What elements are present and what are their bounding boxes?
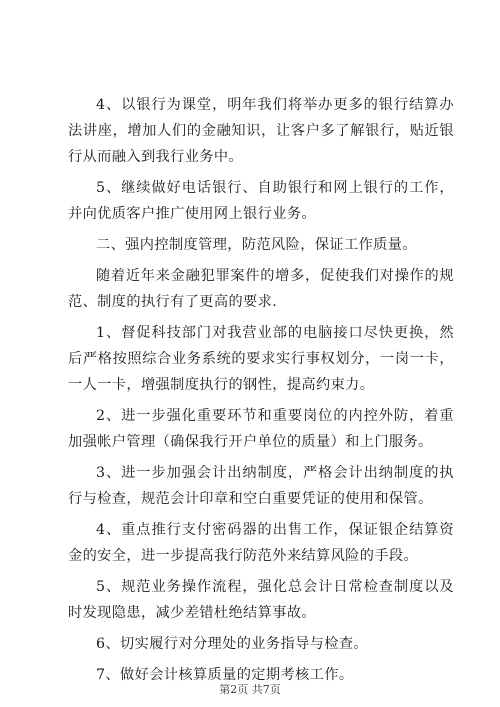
paragraph-8: 5、规范业务操作流程，强化总会计日常检查制度以及时发现隐患，减少差错杜绝结算事故。 <box>68 579 454 621</box>
paragraph-3: 随着近年来金融犯罪案件的增多，促使我们对操作的规范、制度的执行有了更高的要求. <box>68 268 454 310</box>
paragraph-5: 2、进一步强化重要环节和重要岗位的内控外防，着重加强帐户管理（确保我行开户单位的质量）和上门服务。 <box>68 408 454 450</box>
paragraph-7: 4、重点推行支付密码器的出售工作，保证银企结算资金的安全，进一步提高我行防范外来结算风险的手段。 <box>68 522 454 564</box>
paragraph-4: 1、督促科技部门对我营业部的电脑接口尽快更换，然后严格按照综合业务系统的要求实行事权划分，一岗一卡，一人一卡，增强制度执行的钢性，提高约束力。 <box>68 325 454 393</box>
paragraph-9: 6、切实履行对分理处的业务指导与检查。 <box>96 636 369 652</box>
paragraph-10: 7、做好会计核算质量的定期考核工作。 <box>96 667 354 683</box>
section-heading: 二、强内控制度管理，防范风险，保证工作质量。 <box>96 237 417 253</box>
paragraph-6: 3、进一步加强会计出纳制度，严格会计出纳制度的执行与检查，规范会计印章和空白重要凭证的使用和保管。 <box>68 465 454 507</box>
paragraph-2: 5、继续做好电话银行、自助银行和网上银行的工作，并向优质客户推广使用网上银行业务。 <box>68 180 454 222</box>
document-body <box>68 92 454 693</box>
page-number-footer: 第2页 共7页 <box>219 683 281 696</box>
paragraph-1: 4、以银行为课堂，明年我们将举办更多的银行结算办法讲座，增加人们的金融知识，让客户多了解银行，贴近银行从而融入到我行业务中。 <box>68 97 454 165</box>
